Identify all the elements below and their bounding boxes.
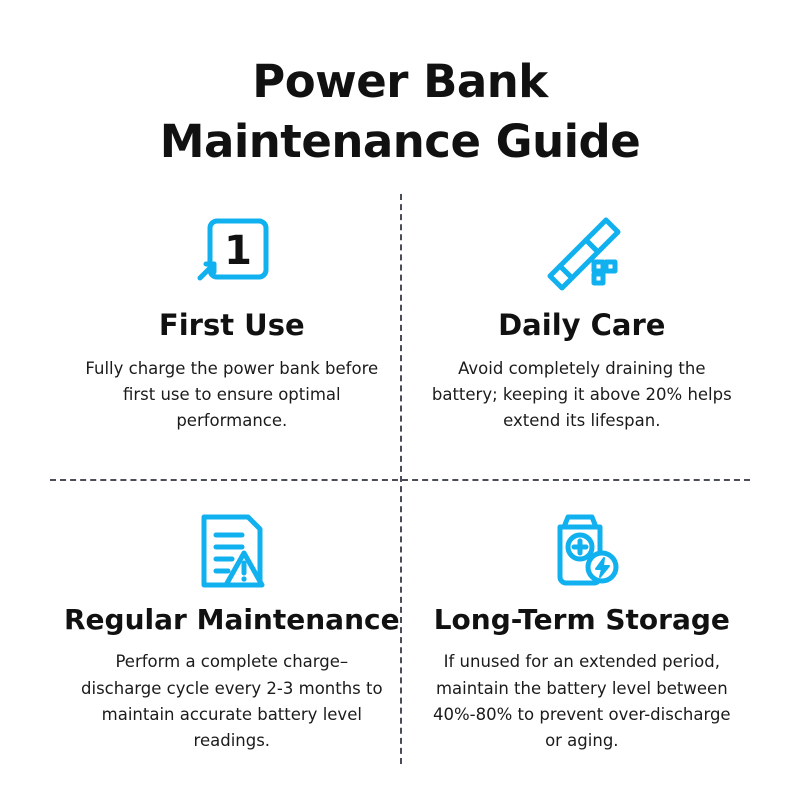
- tip-title: First Use: [158, 307, 305, 342]
- svg-text:1: 1: [223, 227, 252, 274]
- page-title-line-2: Maintenance Guide: [159, 114, 641, 168]
- number-one-square-icon: [186, 208, 278, 304]
- tip-title: Daily Care: [498, 307, 666, 342]
- tip-body: Fully charge the power bank before first use to ensure optimal performance.: [85, 358, 379, 430]
- document-warning-icon: [186, 503, 278, 599]
- tip-card-regular-maintenance: [50, 479, 414, 764]
- tip-title: Regular Maintenance: [64, 602, 400, 636]
- tip-body: If unused for an extended period, maintain the battery level between 40%-80% to prevent over-discharge or aging.: [432, 652, 731, 750]
- tip-card-first-use: [50, 194, 414, 479]
- tip-body: Perform a complete charge–discharge cycle every 2-3 months to maintain accurate battery level readings.: [81, 652, 383, 750]
- tip-title: Long-Term Storage: [433, 602, 730, 636]
- page-title-line-1: Power Bank: [252, 55, 548, 108]
- tip-body: Avoid completely draining the battery; keeping it above 20% helps extend its lifespan.: [431, 358, 732, 430]
- screwdriver-icon: [536, 208, 628, 304]
- tips-grid: [50, 194, 750, 764]
- battery-bolt-icon: [536, 503, 628, 599]
- tip-card-long-term-storage: [414, 479, 750, 764]
- tip-card-daily-care: [414, 194, 750, 479]
- page-title: [50, 52, 750, 172]
